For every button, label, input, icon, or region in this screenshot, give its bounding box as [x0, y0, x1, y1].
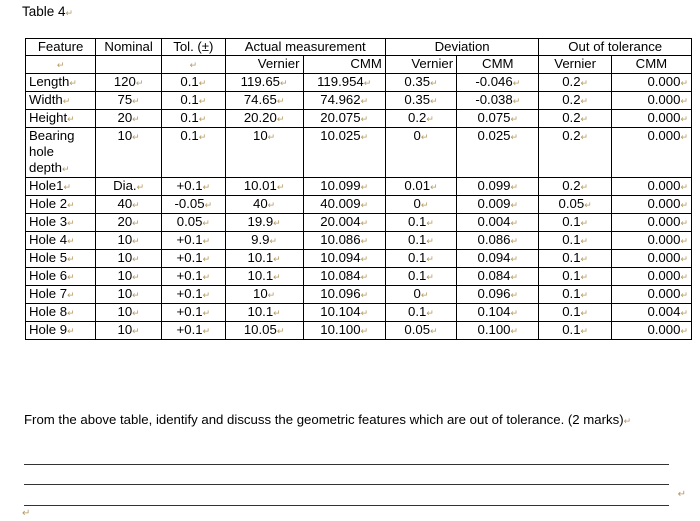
- table-row: [26, 74, 692, 92]
- cell-feature: Hole1↵: [26, 178, 96, 196]
- table-row: [26, 304, 692, 322]
- cell-out-cmm: 0.000↵: [611, 92, 691, 110]
- cell-tolerance: +0.1↵: [162, 232, 226, 250]
- cell-out-cmm: 0.000↵: [611, 178, 691, 196]
- cell-deviation-cmm: -0.038↵: [457, 92, 539, 110]
- cell-actual-cmm: 10.096↵: [303, 286, 385, 304]
- cell-out-cmm: 0.000↵: [611, 322, 691, 340]
- cell-nominal: 10↵: [96, 286, 162, 304]
- cell-feature: Hole 4↵: [26, 232, 96, 250]
- cell-nominal: 10↵: [96, 250, 162, 268]
- header-feature: Feature: [26, 39, 96, 56]
- table-row: [26, 322, 692, 340]
- cell-out-vernier: 0.2↵: [539, 110, 611, 128]
- cell-feature: Length↵: [26, 74, 96, 92]
- cell-actual-vernier: 40↵: [225, 196, 303, 214]
- cell-actual-vernier: 10.05↵: [225, 322, 303, 340]
- cell-out-vernier: 0.2↵: [539, 128, 611, 178]
- cell-out-cmm: 0.000↵: [611, 128, 691, 178]
- header-tolerance: Tol. (±): [162, 39, 226, 56]
- header-empty: ↵: [162, 56, 226, 74]
- cell-deviation-vernier: 0.35↵: [385, 74, 456, 92]
- cell-out-vernier: 0.2↵: [539, 92, 611, 110]
- cell-feature: Hole 8↵: [26, 304, 96, 322]
- cell-deviation-cmm: 0.075↵: [457, 110, 539, 128]
- question-text: From the above table, identify and discuss the geometric features which are out of tolerance. (2 marks)↵: [24, 412, 632, 427]
- cell-deviation-cmm: 0.086↵: [457, 232, 539, 250]
- cell-deviation-cmm: -0.046↵: [457, 74, 539, 92]
- cell-nominal: 10↵: [96, 304, 162, 322]
- cell-nominal: 40↵: [96, 196, 162, 214]
- cell-deviation-cmm: 0.100↵: [457, 322, 539, 340]
- caption-text: Table 4: [22, 4, 66, 19]
- cell-actual-cmm: 10.086↵: [303, 232, 385, 250]
- cell-nominal: 10↵: [96, 322, 162, 340]
- cell-out-vernier: 0.1↵: [539, 232, 611, 250]
- cell-actual-cmm: 20.075↵: [303, 110, 385, 128]
- cell-out-cmm: 0.000↵: [611, 250, 691, 268]
- cell-tolerance: +0.1↵: [162, 250, 226, 268]
- cell-actual-cmm: 40.009↵: [303, 196, 385, 214]
- table-row: [26, 232, 692, 250]
- table-row: [26, 110, 692, 128]
- cell-out-cmm: 0.000↵: [611, 232, 691, 250]
- cell-deviation-cmm: 0.084↵: [457, 268, 539, 286]
- cell-nominal: 10↵: [96, 232, 162, 250]
- cell-deviation-vernier: 0↵: [385, 128, 456, 178]
- table-row: [26, 286, 692, 304]
- cell-tolerance: 0.05↵: [162, 214, 226, 232]
- answer-line-1: [24, 464, 669, 465]
- cell-out-cmm: 0.000↵: [611, 74, 691, 92]
- cell-nominal: 10↵: [96, 128, 162, 178]
- cell-deviation-vernier: 0.1↵: [385, 232, 456, 250]
- cell-feature: Hole 7↵: [26, 286, 96, 304]
- header-row-1: [26, 39, 692, 56]
- cell-deviation-vernier: 0.1↵: [385, 268, 456, 286]
- paragraph-mark: ↵: [22, 508, 31, 519]
- cell-actual-cmm: 74.962↵: [303, 92, 385, 110]
- cell-actual-vernier: 10.01↵: [225, 178, 303, 196]
- answer-line-3: [24, 505, 669, 506]
- cell-nominal: 10↵: [96, 268, 162, 286]
- header-actual-vernier: Vernier: [225, 56, 303, 74]
- cell-deviation-vernier: 0↵: [385, 196, 456, 214]
- cell-actual-cmm: 20.004↵: [303, 214, 385, 232]
- cell-actual-vernier: 10.1↵: [225, 268, 303, 286]
- cell-tolerance: -0.05↵: [162, 196, 226, 214]
- cell-deviation-vernier: 0↵: [385, 286, 456, 304]
- cell-tolerance: 0.1↵: [162, 92, 226, 110]
- cell-out-cmm: 0.000↵: [611, 268, 691, 286]
- cell-feature: Hole 2↵: [26, 196, 96, 214]
- cell-nominal: 20↵: [96, 214, 162, 232]
- cell-actual-vernier: 10↵: [225, 128, 303, 178]
- cell-actual-cmm: 10.104↵: [303, 304, 385, 322]
- cell-deviation-cmm: 0.025↵: [457, 128, 539, 178]
- cell-actual-vernier: 10↵: [225, 286, 303, 304]
- cell-feature: Hole 9↵: [26, 322, 96, 340]
- paragraph-mark: ↵: [65, 8, 74, 18]
- cell-actual-cmm: 10.094↵: [303, 250, 385, 268]
- cell-out-vernier: 0.05↵: [539, 196, 611, 214]
- cell-deviation-cmm: 0.104↵: [457, 304, 539, 322]
- paragraph-mark: ↵: [677, 489, 686, 500]
- cell-nominal: 120↵: [96, 74, 162, 92]
- cell-tolerance: +0.1↵: [162, 268, 226, 286]
- cell-out-vernier: 0.2↵: [539, 178, 611, 196]
- cell-tolerance: +0.1↵: [162, 304, 226, 322]
- header-empty: [96, 56, 162, 74]
- cell-feature: Width↵: [26, 92, 96, 110]
- cell-out-cmm: 0.004↵: [611, 304, 691, 322]
- cell-feature: Height↵: [26, 110, 96, 128]
- cell-actual-vernier: 19.9↵: [225, 214, 303, 232]
- cell-out-vernier: 0.2↵: [539, 74, 611, 92]
- answer-line-2: [24, 484, 669, 485]
- cell-out-vernier: 0.1↵: [539, 268, 611, 286]
- cell-tolerance: 0.1↵: [162, 74, 226, 92]
- header-deviation: Deviation: [385, 39, 539, 56]
- cell-out-vernier: 0.1↵: [539, 250, 611, 268]
- cell-deviation-vernier: 0.2↵: [385, 110, 456, 128]
- header-actual-cmm: CMM: [303, 56, 385, 74]
- cell-actual-vernier: 10.1↵: [225, 250, 303, 268]
- cell-tolerance: +0.1↵: [162, 322, 226, 340]
- cell-tolerance: 0.1↵: [162, 110, 226, 128]
- cell-actual-vernier: 20.20↵: [225, 110, 303, 128]
- cell-out-vernier: 0.1↵: [539, 286, 611, 304]
- cell-tolerance: +0.1↵: [162, 178, 226, 196]
- cell-deviation-vernier: 0.1↵: [385, 304, 456, 322]
- table-caption: [22, 4, 73, 19]
- cell-out-cmm: 0.000↵: [611, 110, 691, 128]
- cell-deviation-vernier: 0.01↵: [385, 178, 456, 196]
- cell-nominal: 20↵: [96, 110, 162, 128]
- header-deviation-cmm: CMM: [457, 56, 539, 74]
- cell-out-vernier: 0.1↵: [539, 322, 611, 340]
- cell-feature: Hole 3↵: [26, 214, 96, 232]
- cell-out-vernier: 0.1↵: [539, 214, 611, 232]
- cell-nominal: 75↵: [96, 92, 162, 110]
- cell-actual-cmm: 10.100↵: [303, 322, 385, 340]
- header-out-of-tolerance: Out of tolerance: [539, 39, 692, 56]
- cell-actual-cmm: 10.084↵: [303, 268, 385, 286]
- cell-actual-vernier: 74.65↵: [225, 92, 303, 110]
- header-deviation-vernier: Vernier: [385, 56, 456, 74]
- cell-tolerance: 0.1↵: [162, 128, 226, 178]
- measurement-table: [25, 38, 692, 340]
- cell-deviation-cmm: 0.009↵: [457, 196, 539, 214]
- header-out-vernier: Vernier: [539, 56, 611, 74]
- table-row: [26, 128, 692, 178]
- header-empty: ↵: [26, 56, 96, 74]
- cell-deviation-cmm: 0.099↵: [457, 178, 539, 196]
- cell-deviation-vernier: 0.1↵: [385, 214, 456, 232]
- table-row: [26, 196, 692, 214]
- cell-actual-vernier: 10.1↵: [225, 304, 303, 322]
- cell-feature: Hole 6↵: [26, 268, 96, 286]
- table-row: [26, 92, 692, 110]
- header-nominal: Nominal: [96, 39, 162, 56]
- table-row: [26, 250, 692, 268]
- cell-tolerance: +0.1↵: [162, 286, 226, 304]
- table-row: [26, 268, 692, 286]
- header-actual-measurement: Actual measurement: [225, 39, 385, 56]
- header-out-cmm: CMM: [611, 56, 691, 74]
- cell-out-cmm: 0.000↵: [611, 214, 691, 232]
- table-body: [26, 74, 692, 340]
- cell-actual-cmm: 10.099↵: [303, 178, 385, 196]
- cell-deviation-cmm: 0.096↵: [457, 286, 539, 304]
- cell-actual-vernier: 9.9↵: [225, 232, 303, 250]
- cell-out-cmm: 0.000↵: [611, 286, 691, 304]
- cell-deviation-vernier: 0.05↵: [385, 322, 456, 340]
- cell-feature: Bearing hole depth↵: [26, 128, 96, 178]
- cell-out-cmm: 0.000↵: [611, 196, 691, 214]
- cell-deviation-vernier: 0.35↵: [385, 92, 456, 110]
- cell-deviation-vernier: 0.1↵: [385, 250, 456, 268]
- cell-nominal: Dia.↵: [96, 178, 162, 196]
- cell-actual-cmm: 10.025↵: [303, 128, 385, 178]
- cell-feature: Hole 5↵: [26, 250, 96, 268]
- table-row: [26, 178, 692, 196]
- header-row-2: [26, 56, 692, 74]
- cell-deviation-cmm: 0.094↵: [457, 250, 539, 268]
- cell-out-vernier: 0.1↵: [539, 304, 611, 322]
- cell-actual-cmm: 119.954↵: [303, 74, 385, 92]
- table-row: [26, 214, 692, 232]
- cell-deviation-cmm: 0.004↵: [457, 214, 539, 232]
- cell-actual-vernier: 119.65↵: [225, 74, 303, 92]
